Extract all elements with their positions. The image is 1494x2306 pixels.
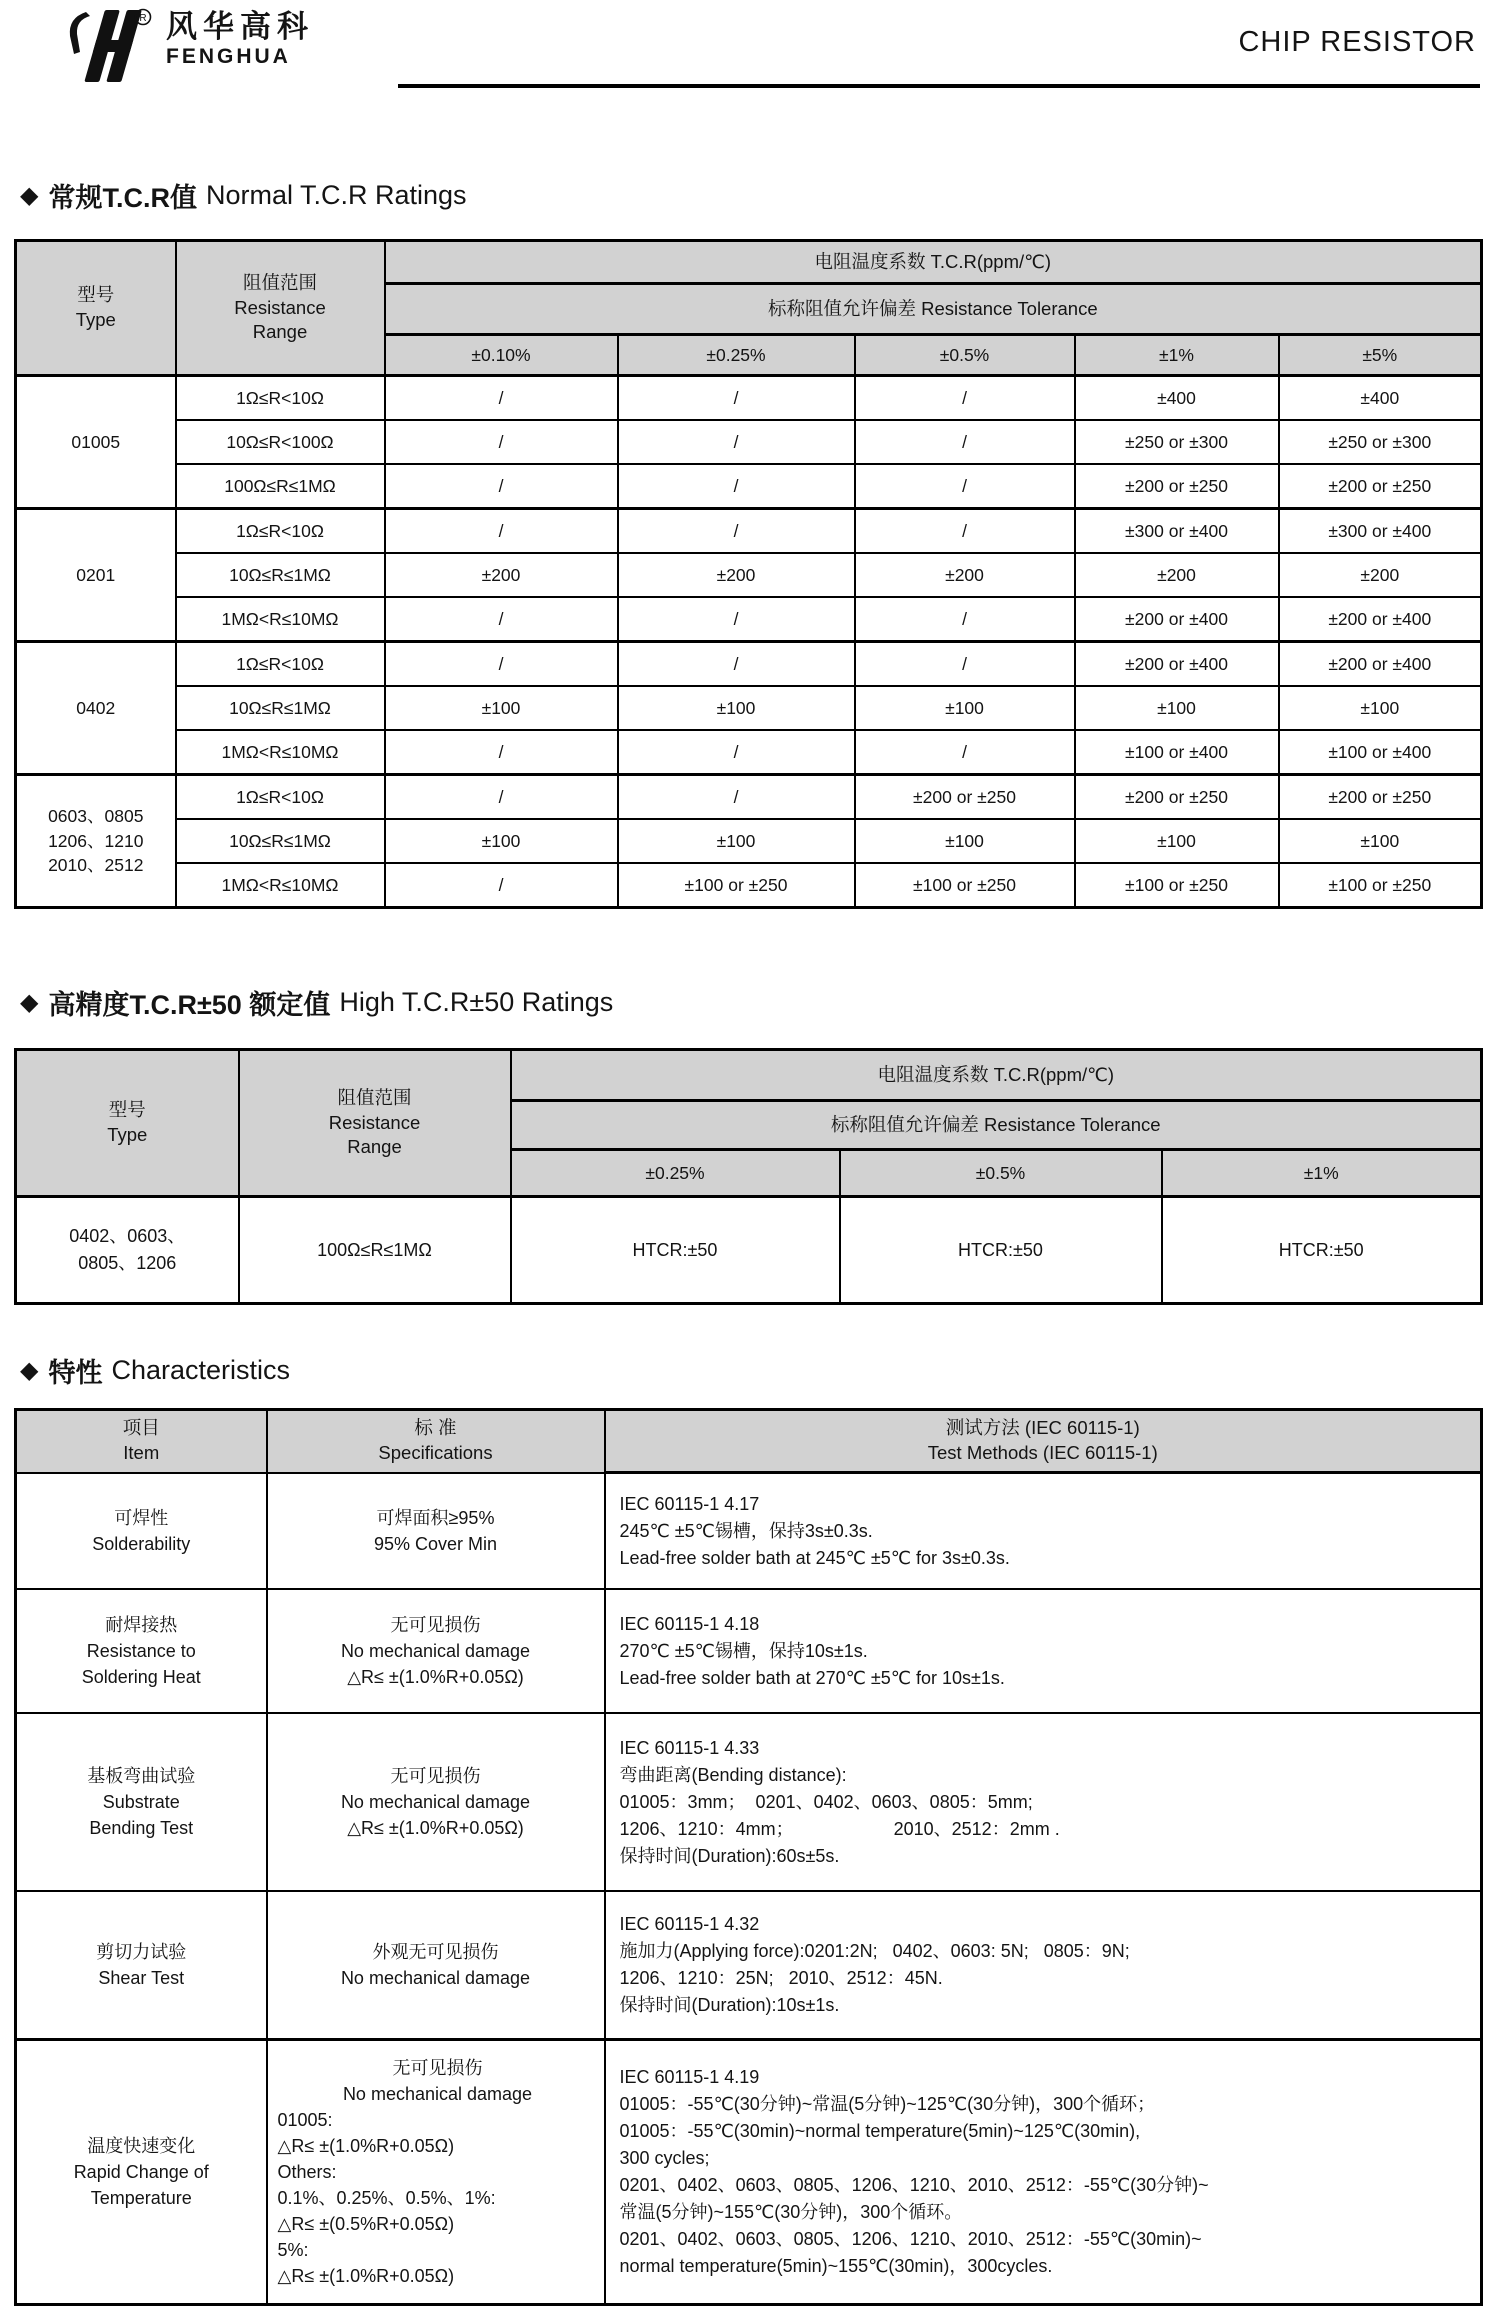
range-cell: 10Ω≤R≤1MΩ (176, 553, 385, 597)
tcr-value-cell: ±200 or ±250 (1075, 775, 1279, 820)
range-cell: 1MΩ<R≤10MΩ (176, 730, 385, 775)
tcr-value-cell: ±200 (618, 553, 855, 597)
tcr-value-cell: / (855, 509, 1075, 554)
tcr-value-cell: ±300 or ±400 (1279, 509, 1482, 554)
tcr-value-cell: ±100 or ±250 (1279, 863, 1482, 908)
item-cell: 剪切力试验 Shear Test (16, 1891, 267, 2040)
item-cell: 温度快速变化 Rapid Change of Temperature (16, 2040, 267, 2305)
tcr-value-cell: ±300 or ±400 (1075, 509, 1279, 554)
tcr-value-cell: / (618, 775, 855, 820)
svg-text:R: R (139, 13, 147, 24)
tcr-value-cell: ±400 (1279, 376, 1482, 421)
range-cell: 1Ω≤R<10Ω (176, 376, 385, 421)
type-cell: 0402 (16, 642, 176, 775)
tcr-value-cell: / (618, 509, 855, 554)
tcr-value-cell: ±200 (855, 553, 1075, 597)
method-cell: IEC 60115-1 4.17 245℃ ±5℃锡槽，保持3s±0.3s. Lead-free solder bath at 245℃ ±5℃ for 3s±0.3s. (605, 1473, 1482, 1590)
tolerance-col-header: ±0.10% (385, 335, 618, 376)
tcr-value-cell: ±200 (1075, 553, 1279, 597)
tcr-value-cell: / (618, 642, 855, 687)
tcr-value-cell: / (385, 420, 618, 464)
tcr-value-cell: ±100 (1075, 819, 1279, 863)
fenghua-logo (60, 8, 314, 84)
tcr-value-cell: ±200 or ±250 (855, 775, 1075, 820)
tcr-value-cell: ±200 or ±400 (1075, 642, 1279, 687)
tcr-value-cell: / (855, 376, 1075, 421)
tcr-value-cell: / (855, 642, 1075, 687)
tcr-value-cell: ±100 or ±250 (618, 863, 855, 908)
tcr-value-cell: ±100 (385, 819, 618, 863)
section-title-cn: 常规T.C.R值 (48, 183, 197, 213)
method-cell: IEC 60115-1 4.33 弯曲距离(Bending distance): 01005：3mm； 0201、0402、0603、0805：5mm; 1206、1210：4mm； 2010、2512：2mm . 保持时间(Duration):60s±5s. (605, 1713, 1482, 1891)
item-header-cell: 项目 Item (16, 1410, 267, 1473)
tcr-value-cell: / (618, 420, 855, 464)
tcr-value-cell: / (855, 420, 1075, 464)
tcr-value-cell: / (385, 597, 618, 642)
item-cell: 基板弯曲试验 Substrate Bending Test (16, 1713, 267, 1891)
table-row (16, 420, 1482, 464)
range-cell: 1Ω≤R<10Ω (176, 642, 385, 687)
tcr-value-cell: ±200 (1279, 553, 1482, 597)
tolerance-col-header: ±1% (1162, 1150, 1482, 1197)
brand-text (166, 10, 314, 69)
tcr-value-cell: ±100 (855, 686, 1075, 730)
section-title-normal-tcr (20, 176, 1480, 215)
tolerance-col-header: ±5% (1279, 335, 1482, 376)
type-cell: 0201 (16, 509, 176, 642)
tcr-value-cell: ±200 or ±250 (1075, 464, 1279, 509)
table-row (16, 464, 1482, 509)
tcr-value-cell: / (855, 597, 1075, 642)
tcr-value-cell: / (618, 376, 855, 421)
section-title-en: Normal T.C.R Ratings (205, 180, 467, 210)
tolerance-col-header: ±0.25% (618, 335, 855, 376)
htcr-value-cell: HTCR:±50 (840, 1197, 1162, 1304)
tcr-value-cell: ±200 or ±400 (1075, 597, 1279, 642)
table-row (16, 686, 1482, 730)
tolerance-col-header: ±0.25% (511, 1150, 840, 1197)
table-row (16, 642, 1482, 687)
spec-cell: 外观无可见损伤 No mechanical damage (267, 1891, 605, 2040)
tcr-value-cell: ±100 or ±250 (855, 863, 1075, 908)
table-row (16, 2040, 1482, 2305)
section-title-en: Characteristics (111, 1355, 291, 1385)
table-row (16, 1473, 1482, 1590)
tcr-header-cell: 电阻温度系数 T.C.R(ppm/℃) (511, 1050, 1482, 1101)
tcr-value-cell: ±100 (1075, 686, 1279, 730)
normal-tcr-table (14, 239, 1483, 909)
section-title-cn: 特性 (48, 1358, 103, 1388)
tolerance-col-header: ±0.5% (855, 335, 1075, 376)
tcr-value-cell: ±100 (618, 686, 855, 730)
range-cell: 1MΩ<R≤10MΩ (176, 863, 385, 908)
table-row (16, 597, 1482, 642)
table-row (16, 863, 1482, 908)
range-cell: 10Ω≤R≤1MΩ (176, 819, 385, 863)
range-cell: 100Ω≤R≤1MΩ (176, 464, 385, 509)
tcr-value-cell: ±100 (385, 686, 618, 730)
tolerance-col-header: ±1% (1075, 335, 1279, 376)
tcr-value-cell: / (385, 642, 618, 687)
tcr-value-cell: / (618, 730, 855, 775)
htcr-value-cell: HTCR:±50 (511, 1197, 840, 1304)
spec-cell: 无可见损伤 No mechanical damage △R≤ ±(1.0%R+0.05Ω) (267, 1589, 605, 1713)
document-title: CHIP RESISTOR (1238, 26, 1476, 58)
brand-name-en: FENGHUA (166, 45, 291, 69)
tcr-value-cell: ±100 (855, 819, 1075, 863)
range-header-cell: 阻值范围 Resistance Range (239, 1050, 511, 1197)
fenghua-logo-icon (60, 8, 152, 84)
brand-name-cn: 风华高科 (166, 9, 314, 44)
method-cell: IEC 60115-1 4.19 01005：-55℃(30分钟)~常温(5分钟)~125℃(30分钟)，300个循环； 01005：-55℃(30min)~normal temperature(5min)~125℃(30min), 300 cycles; 0201、0402、0603、0805、1206、1210、2010、2512：-55℃(30分钟)~ 常温(5分钟)~155℃(30分钟)，300个循环。 0201、0402、0603、0805、1206、1210、2010、2512：-55℃(30min)~ normal temperature(5min)~155℃(30min)，300cycles. (605, 2040, 1482, 2305)
diamond-icon: ◆ (20, 989, 39, 1016)
type-cell: 01005 (16, 376, 176, 509)
tcr-value-cell: / (385, 509, 618, 554)
spec-cell: 无可见损伤 No mechanical damage △R≤ ±(1.0%R+0.05Ω) (267, 1713, 605, 1891)
tcr-value-cell: ±200 or ±250 (1279, 464, 1482, 509)
tcr-value-cell: / (618, 464, 855, 509)
method-cell: IEC 60115-1 4.32 施加力(Applying force):0201:2N; 0402、0603: 5N; 0805：9N; 1206、1210：25N; 2010、2512：45N. 保持时间(Duration):10s±1s. (605, 1891, 1482, 2040)
range-cell: 10Ω≤R≤1MΩ (176, 686, 385, 730)
table-row (16, 376, 1482, 421)
section-title-characteristics (20, 1351, 1480, 1390)
table-row (16, 1713, 1482, 1891)
tcr-value-cell: ±100 or ±400 (1279, 730, 1482, 775)
item-cell: 可焊性 Solderability (16, 1473, 267, 1590)
high-tcr-table (14, 1048, 1483, 1305)
method-header-cell: 测试方法 (IEC 60115-1) Test Methods (IEC 60115-1) (605, 1410, 1482, 1473)
tcr-value-cell: ±200 or ±250 (1279, 775, 1482, 820)
spec-cell: 可焊面积≥95% 95% Cover Min (267, 1473, 605, 1590)
tolerance-header-cell: 标称阻值允许偏差 Resistance Tolerance (511, 1101, 1482, 1150)
diamond-icon: ◆ (20, 1357, 39, 1384)
characteristics-table (14, 1408, 1483, 2306)
tcr-value-cell: ±250 or ±300 (1075, 420, 1279, 464)
spec-header-cell: 标 准 Specifications (267, 1410, 605, 1473)
tcr-value-cell: / (385, 376, 618, 421)
tcr-value-cell: / (385, 730, 618, 775)
tcr-value-cell: ±200 or ±400 (1279, 642, 1482, 687)
table-row (16, 1197, 1482, 1304)
tcr-value-cell: / (385, 863, 618, 908)
range-cell: 100Ω≤R≤1MΩ (239, 1197, 511, 1304)
tcr-value-cell: / (855, 464, 1075, 509)
section-title-cn: 高精度T.C.R±50 额定值 (48, 990, 331, 1020)
tolerance-col-header: ±0.5% (840, 1150, 1162, 1197)
table-row (16, 1891, 1482, 2040)
type-cell: 0603、0805 1206、1210 2010、2512 (16, 775, 176, 908)
diamond-icon: ◆ (20, 182, 39, 209)
page-header (14, 0, 1480, 100)
tcr-value-cell: ±100 (1279, 686, 1482, 730)
tolerance-header-cell: 标称阻值允许偏差 Resistance Tolerance (385, 284, 1482, 335)
tcr-value-cell: / (385, 464, 618, 509)
method-cell: IEC 60115-1 4.18 270℃ ±5℃锡槽，保持10s±1s. Lead-free solder bath at 270℃ ±5℃ for 10s±1s. (605, 1589, 1482, 1713)
htcr-value-cell: HTCR:±50 (1162, 1197, 1482, 1304)
range-cell: 1MΩ<R≤10MΩ (176, 597, 385, 642)
table-row (16, 730, 1482, 775)
tcr-value-cell: / (618, 597, 855, 642)
item-cell: 耐焊接热 Resistance to Soldering Heat (16, 1589, 267, 1713)
table-row (16, 819, 1482, 863)
range-cell: 1Ω≤R<10Ω (176, 775, 385, 820)
tcr-value-cell: ±100 or ±250 (1075, 863, 1279, 908)
table-row (16, 509, 1482, 554)
tcr-value-cell: ±400 (1075, 376, 1279, 421)
tcr-value-cell: ±100 (1279, 819, 1482, 863)
range-cell: 1Ω≤R<10Ω (176, 509, 385, 554)
range-cell: 10Ω≤R<100Ω (176, 420, 385, 464)
type-header-cell: 型号 Type (16, 1050, 239, 1197)
tcr-value-cell: ±100 (618, 819, 855, 863)
tcr-value-cell: ±250 or ±300 (1279, 420, 1482, 464)
tcr-value-cell: ±200 (385, 553, 618, 597)
tcr-header-cell: 电阻温度系数 T.C.R(ppm/℃) (385, 241, 1482, 284)
tcr-value-cell: / (855, 730, 1075, 775)
range-header-cell: 阻值范围 Resistance Range (176, 241, 385, 376)
table-row (16, 1589, 1482, 1713)
tcr-value-cell: ±100 or ±400 (1075, 730, 1279, 775)
tcr-value-cell: ±200 or ±400 (1279, 597, 1482, 642)
header-rule (398, 84, 1480, 88)
type-cell: 0402、0603、 0805、1206 (16, 1197, 239, 1304)
spec-cell: 无可见损伤 No mechanical damage 01005: △R≤ ±(1.0%R+0.05Ω) Others: 0.1%、0.25%、0.5%、1%: △R≤ ±(0.5%R+0.05Ω) 5%: △R≤ ±(1.0%R+0.05Ω) (267, 2040, 605, 2305)
type-header-cell: 型号 Type (16, 241, 176, 376)
section-title-high-tcr (20, 983, 1480, 1022)
section-title-en: High T.C.R±50 Ratings (339, 987, 614, 1017)
table-row (16, 775, 1482, 820)
tcr-value-cell: / (385, 775, 618, 820)
table-row (16, 553, 1482, 597)
